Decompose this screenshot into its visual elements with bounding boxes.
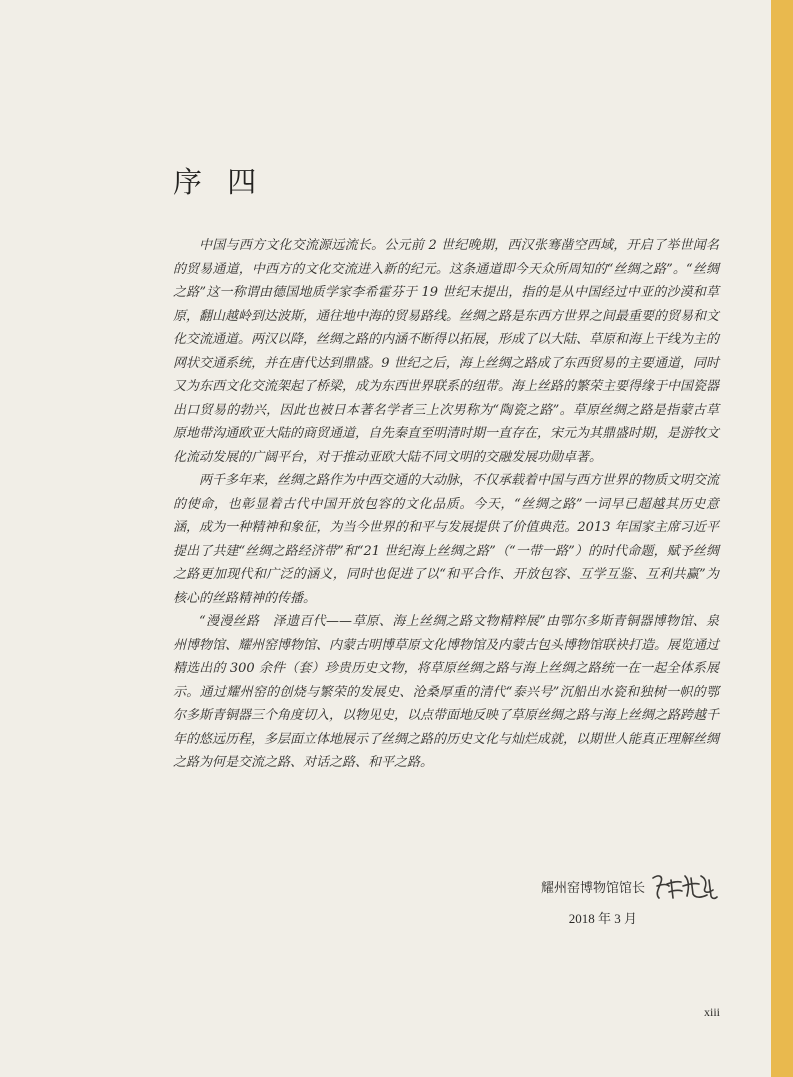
handwritten-signature [649,868,719,904]
page-number: xiii [703,1005,720,1019]
page-title: 序 四 [173,165,265,199]
signature-block [500,868,719,927]
signature-title: 耀州窑博物馆馆长 [540,879,645,895]
page-edge-tab [771,0,793,1077]
paragraph-1: 中国与西方文化交流源远流长。公元前 2 世纪晚期，西汉张骞凿空西域，开启了举世闻名的贸易通道，中西方的文化交流进入新的纪元。这条通道即今天众所周知的“丝绸之路”。“丝绸之路”这一称谓由德国地质学家李希霍芬于 19 世纪末提出，指的是从中国经过中亚的沙漠和草原，翻山越岭到达波斯，通往地中海的贸易路线。丝绸之路是东西方世界之间最重要的贸易和文化交流通道。两汉以降，丝绸之路的内涵不断得以拓展，形成了以大陆、草原和海上干线为主的网状交通系统，并在唐代达到鼎盛。9 世纪之后，海上丝绸之路成了东西贸易的主要通道，同时又为东西文化交流架起了桥梁，成为东西世界联系的纽带。海上丝路的繁荣主要得缘于中国瓷器出口贸易的勃兴，因此也被日本著名学者三上次男称为“陶瓷之路”。草原丝绸之路是指蒙古草原地带沟通欧亚大陆的商贸通道，自先秦直至明清时期一直存在，宋元为其鼎盛时期，是游牧文化流动发展的广阔平台，对于推动亚欧大陆不同文明的交融发展功勋卓著。 [173,238,720,465]
signature-line [500,868,719,904]
paragraph-3: “漫漫丝路 泽遗百代——草原、海上丝绸之路文物精粹展”由鄂尔多斯青铜器博物馆、泉州博物馆、耀州窑博物馆、内蒙古明博草原文化博物馆及内蒙古包头博物馆联袂打造。展览通过精选出的 300 余件（套）珍贵历史文物，将草原丝绸之路与海上丝绸之路统一在一起全体系展示。通过耀州窑的创烧与繁荣的发展史、沧桑厚重的清代“泰兴号”沉船出水瓷和独树一帜的鄂尔多斯青铜器三个角度切入，以物见史，以点带面地反映了草原丝绸之路与海上丝绸之路跨越千年的悠远历程，多层面立体地展示了丝绸之路的历史文化与灿烂成就，以期世人能真正理解丝绸之路为何是交流之路、对话之路、和平之路。 [173,614,720,770]
signature-date: 2018 年 3 月 [568,911,637,926]
paragraph-2: 两千多年来，丝绸之路作为中西交通的大动脉，不仅承载着中国与西方世界的物质文明交流的使命，也彰显着古代中国开放包容的文化品质。今天，“丝绸之路”一词早已超越其历史意涵，成为一种精神和象征，为当今世界的和平与发展提供了价值典范。2013 年国家主席习近平提出了共建“丝绸之路经济带”和“21 世纪海上丝绸之路”（“一带一路”）的时代命题，赋予丝绸之路更加现代和广泛的涵义，同时也促进了以“和平合作、开放包容、互学互鉴、互利共赢”为核心的丝路精神的传播。 [173,473,720,606]
body-text [173,234,719,775]
